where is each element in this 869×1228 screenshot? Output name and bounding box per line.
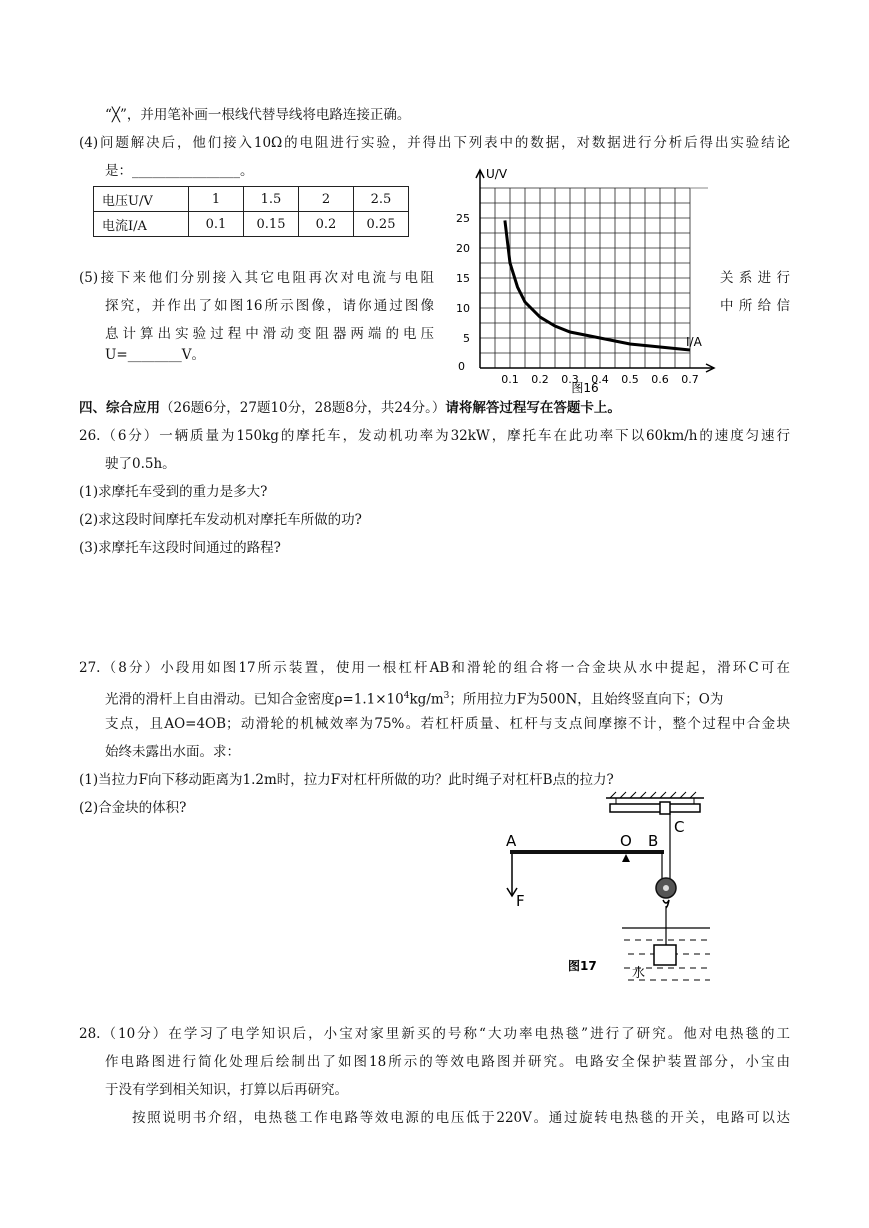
q5-line1-right: 关系进行 (720, 270, 790, 286)
table-cell: 0.1 (189, 212, 244, 237)
alloy-block (654, 945, 676, 965)
y-tick-label: 15 (456, 272, 470, 285)
label-a: A (506, 832, 517, 850)
origin-label: 0 (458, 360, 465, 373)
y-tick-label: 20 (456, 242, 470, 255)
q5-line2-right: 中所给信 (720, 298, 790, 314)
section4-note: （26题6分，27题10分，28题8分，共24分。） (160, 400, 446, 416)
section4-bold-note: 请将解答过程写在答题卡上。 (445, 400, 621, 416)
continuation-line: “╳”，并用笔补画一根线代替导线将电路连接正确。 (105, 107, 411, 123)
q27-line2-b: kg/m (409, 691, 444, 708)
table-cell: 0.15 (244, 212, 299, 237)
q27-line3: 支点，且AO=4OB；动滑轮的机械效率为75%。若杠杆质量、杠杆与支点间摩擦不计，整个过程中合金块 (105, 716, 790, 732)
q28-line4: 按照说明书介绍，电热毯工作电路等效电源的电压低于220V。通过旋转电热毯的开关，电路可以达 (132, 1110, 790, 1126)
q27-exp: 4 (403, 691, 410, 701)
q26-line1: 26.（6分）一辆质量为150kg的摩托车，发动机功率为32kW，摩托车在此功率下以60km/h的速度匀速行 (79, 428, 790, 444)
table-cell: 2 (299, 187, 354, 212)
x-tick-label: 0.3 (561, 373, 579, 386)
y-tick-label: 5 (463, 332, 470, 345)
figure16-chart (440, 164, 720, 394)
label-b: B (648, 832, 659, 850)
chart-ticks (456, 212, 699, 386)
y-axis-label: U/V (486, 167, 508, 181)
table-cell: 1.5 (244, 187, 299, 212)
q27-line2 (105, 686, 790, 710)
table-row (94, 212, 409, 237)
table-header: 电流I/A (94, 212, 189, 237)
label-water: 水 (632, 966, 646, 981)
q28-line2: 作电路图进行简化处理后绘制出了如图18所示的等效电路图并研究。电路安全保护装置部分，小宝由 (105, 1054, 790, 1070)
q26-sub3: (3)求摩托车这段时间通过的路程? (79, 540, 281, 556)
y-tick-label: 10 (456, 302, 470, 315)
q26-sub1: (1)求摩托车受到的重力是多大? (79, 484, 268, 500)
section4-title: 四、综合应用 (79, 400, 160, 416)
data-table (93, 186, 409, 237)
q26-sub2: (2)求这段时间摩托车发动机对摩托车所做的功? (79, 512, 362, 528)
q5-line3: 息计算出实验过程中滑动变阻器两端的电压 (105, 326, 434, 342)
q28-line3: 于没有学到相关知识，打算以后再研究。 (105, 1082, 348, 1098)
q27-exp2: 3 (443, 691, 450, 701)
q5-line2-left: 探究，并作出了如图16所示图像，请你通过图像 (105, 298, 434, 314)
label-c: C (674, 818, 685, 836)
table-row (94, 187, 409, 212)
figure16-caption: 图16 (571, 381, 599, 394)
table-cell: 2.5 (354, 187, 409, 212)
figure17-caption: 图17 (568, 959, 597, 973)
x-tick-label: 0.5 (621, 373, 639, 386)
table-cell: 0.25 (354, 212, 409, 237)
q27-line1: 27.（8分）小段用如图17所示装置，使用一根杠杆AB和滑轮的组合将一合金块从水中提起，滑环C可在 (79, 660, 790, 676)
x-tick-label: 0.4 (591, 373, 609, 386)
table-cell: 1 (189, 187, 244, 212)
section4-heading (79, 398, 621, 418)
label-f: F (516, 892, 525, 910)
figure17-diagram (498, 790, 720, 990)
label-o: O (620, 832, 632, 850)
q5-answer-line: U=________V。 (105, 347, 205, 363)
x-tick-label: 0.7 (681, 373, 699, 386)
q27-line2-c: ；所用拉力F为500N，且始终竖直向下；O为 (449, 691, 724, 708)
x-tick-label: 0.6 (651, 373, 669, 386)
q27-sub1: (1)当拉力F向下移动距离为1.2m时，拉力F对杠杆所做的功？此时绳子对杠杆B点的拉力? (79, 772, 614, 788)
table-cell: 0.2 (299, 212, 354, 237)
q27-sub2: (2)合金块的体积? (79, 800, 187, 816)
q28-line1: 28.（10分）在学习了电学知识后，小宝对家里新买的号称“大功率电热毯”进行了研究。他对电热毯的工 (79, 1026, 790, 1042)
fulcrum-icon (622, 854, 630, 862)
table-header: 电压U/V (94, 187, 189, 212)
x-axis-label: I/A (686, 335, 702, 349)
y-tick-label: 25 (456, 212, 470, 225)
q27-line2-a: 光滑的滑杆上自由滑动。已知合金密度ρ=1.1×10 (105, 691, 404, 708)
q26-line2: 驶了0.5h。 (105, 456, 176, 472)
q4-line1: (4)问题解决后，他们接入10Ω的电阻进行实验，并得出下列表中的数据，对数据进行分析后得出实验结论 (79, 135, 790, 151)
series-line (505, 220, 690, 350)
q5-line1-left: (5)接下来他们分别接入其它电阻再次对电流与电阻 (79, 270, 434, 286)
q4-answer-line: 是：________________。 (105, 163, 254, 179)
q27-line4: 始终未露出水面。求： (105, 744, 240, 760)
x-tick-label: 0.1 (501, 373, 519, 386)
x-tick-label: 0.2 (531, 373, 549, 386)
